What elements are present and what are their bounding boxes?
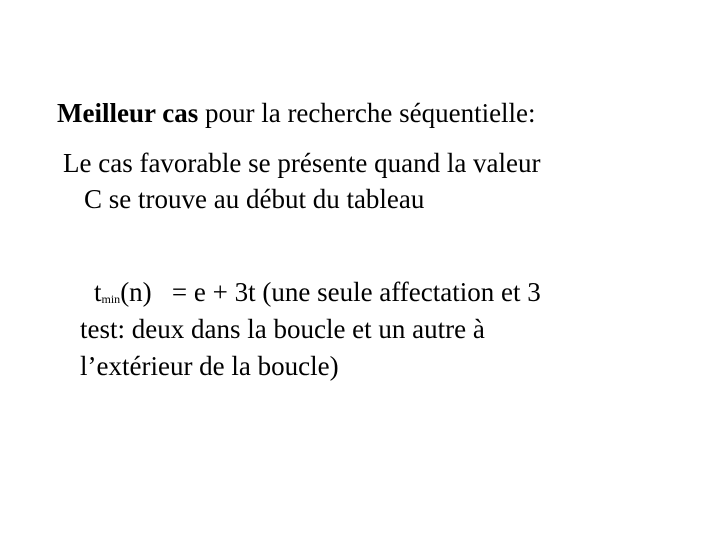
formula-line-1 — [94, 277, 541, 314]
formula-line-2: test: deux dans la boucle et un autre à — [80, 314, 485, 344]
formula-t: t — [94, 277, 102, 307]
formula-subscript: min — [101, 292, 121, 306]
formula-expression: (n) = e + 3t (une seule affectation et 3 — [120, 277, 541, 307]
heading-line — [57, 98, 536, 128]
heading-bold: Meilleur cas — [57, 98, 199, 128]
description-line-2: C se trouve au début du tableau — [84, 184, 425, 214]
heading-rest: pour la recherche séquentielle: — [198, 98, 536, 128]
formula-line-3: l’extérieur de la boucle) — [80, 351, 339, 381]
description-line-1: Le cas favorable se présente quand la valeur — [63, 148, 541, 178]
